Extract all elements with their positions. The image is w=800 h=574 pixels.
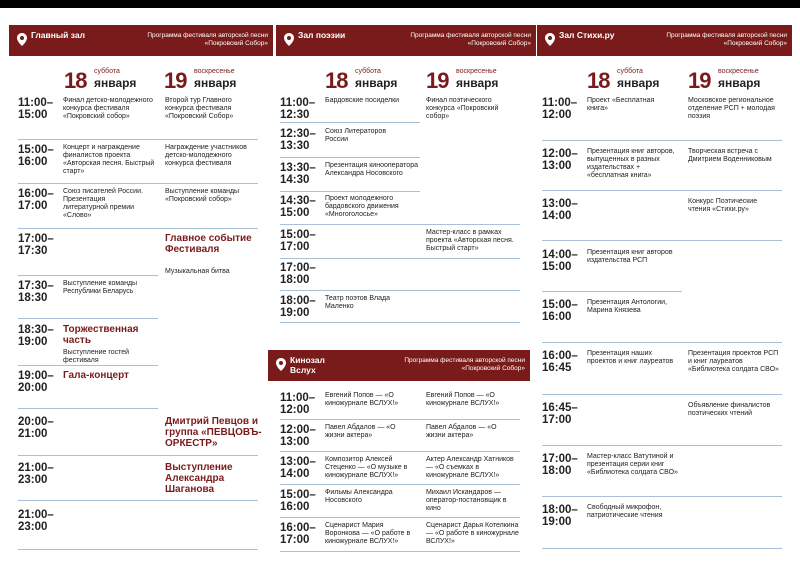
day-of-week: суббота bbox=[355, 68, 381, 75]
time-slot: 16:00–16:45 bbox=[542, 350, 578, 374]
event-sat: Евгений Попов — «О киножурнале ВСЛУХ!» bbox=[325, 392, 399, 407]
event-sun: Второй тур Главного конкурса фестиваля «Покровский Собор» bbox=[165, 97, 234, 120]
location-pin-icon bbox=[17, 33, 27, 46]
day-sun-stihi bbox=[688, 66, 788, 96]
time-slot: 12:30–13:30 bbox=[280, 128, 316, 152]
hall-name: Главный зал bbox=[31, 30, 85, 40]
day-sat-poetry bbox=[325, 66, 415, 96]
day-of-week: воскресенье bbox=[718, 68, 759, 75]
day-of-week: суббота bbox=[617, 68, 643, 75]
event-sat: Выступление команды Республики Беларусь bbox=[63, 280, 138, 295]
time-slot: 15:00–16:00 bbox=[280, 489, 316, 513]
event-sat: Фильмы Александра Носовского bbox=[325, 489, 393, 504]
hall-name: Зал поэзии bbox=[298, 30, 346, 40]
time-slot: 15:00–16:00 bbox=[542, 299, 578, 323]
day-sat-main bbox=[64, 66, 154, 96]
location-pin-icon bbox=[284, 33, 294, 46]
event-sat: Свободный микрофон, патриотические чтения bbox=[587, 504, 663, 519]
time-slot: 20:00–21:00 bbox=[18, 416, 54, 440]
event-sun: Творческая встреча с Дмитрием Воденниковым bbox=[688, 148, 772, 163]
event-sun-highlight: Главное событие Фестиваля bbox=[165, 233, 252, 255]
hall-name: Зал Стихи.ру bbox=[559, 30, 615, 40]
event-sat: Финал детско-молодежного конкурса фестиваля «Покровский собор» bbox=[63, 97, 153, 120]
time-slot: 17:30–18:30 bbox=[18, 280, 54, 304]
time-slot: 13:30–14:30 bbox=[280, 162, 316, 186]
event-sun: Объявление финалистов поэтических чтений bbox=[688, 402, 771, 417]
event-sat: Проект молодежного бардовского движения «Многоголосье» bbox=[325, 195, 399, 218]
row-divider bbox=[280, 451, 520, 452]
row-divider bbox=[18, 455, 258, 456]
time-slot: 19:00–20:00 bbox=[18, 370, 54, 394]
row-divider bbox=[280, 484, 520, 485]
event-sun: Конкурс Поэтические чтения «Стихи.ру» bbox=[688, 198, 758, 213]
event-sun: Михаил Искандаров — оператор-постановщик в кино bbox=[426, 489, 507, 512]
time-slot: 21:00–23:00 bbox=[18, 509, 54, 533]
time-slot: 12:00–13:00 bbox=[280, 424, 316, 448]
event-sat-sub: Выступление гостей фестиваля bbox=[63, 349, 130, 364]
day-month: января bbox=[194, 76, 237, 90]
program-title: Программа фестиваля авторской песни «Покровский Собор» bbox=[410, 32, 531, 47]
row-divider bbox=[280, 290, 520, 291]
row-divider bbox=[18, 183, 258, 184]
event-sun-highlight: Дмитрий Певцов и группа «ПЕВЦОВЪ-ОРКЕСТР» bbox=[165, 416, 262, 449]
event-sat: Презентация книг авторов издательства РСП bbox=[587, 249, 673, 264]
row-divider bbox=[280, 419, 520, 420]
row-divider bbox=[280, 258, 520, 259]
event-sun-sub: Музыкальная битва bbox=[165, 268, 230, 275]
day-number: 19 bbox=[164, 68, 187, 93]
row-divider bbox=[280, 122, 420, 123]
day-month: января bbox=[355, 76, 398, 90]
row-divider bbox=[18, 365, 158, 366]
time-slot: 13:00–14:00 bbox=[280, 456, 316, 480]
time-slot: 21:00–23:00 bbox=[18, 462, 54, 486]
event-sat: Концерт и награждение финалистов проекта «Авторская песня. Быстрый старт» bbox=[63, 144, 155, 175]
day-number: 19 bbox=[688, 68, 711, 93]
row-divider bbox=[542, 548, 782, 549]
header-cinema-hall bbox=[268, 350, 530, 381]
event-sat: Проект «Бесплатная книга» bbox=[587, 97, 655, 112]
event-sat: Мастер-класс Ватутиной и презентация серии книг «Библиотека солдата СВО» bbox=[587, 453, 678, 476]
header-poetry-hall bbox=[276, 25, 536, 56]
event-sat: Союз писателей России. Презентация литературной премии «Слово» bbox=[63, 188, 143, 219]
time-slot: 18:30–19:00 bbox=[18, 324, 54, 348]
time-slot: 16:45–17:00 bbox=[542, 402, 578, 426]
program-title: Программа фестиваля авторской песни «Покровский Собор» bbox=[404, 357, 525, 372]
event-sat: Презентация книг авторов, выпущенных в разных издательствах + «бесплатная книга» bbox=[587, 148, 675, 179]
row-divider bbox=[18, 275, 158, 276]
day-number: 19 bbox=[426, 68, 449, 93]
day-of-week: воскресенье bbox=[456, 68, 497, 75]
program-title: Программа фестиваля авторской песни «Покровский Собор» bbox=[666, 32, 787, 47]
event-sat: Сценарист Мария Воронкова — «О работе в киножурнале ВСЛУХ!» bbox=[325, 522, 411, 545]
event-sun-highlight: Выступление Александра Шаганова bbox=[165, 462, 233, 495]
row-divider bbox=[542, 445, 782, 446]
time-slot: 11:00–12:30 bbox=[280, 97, 316, 121]
row-divider bbox=[542, 190, 782, 191]
event-sun: Актер Александр Хатников — «О съемках в киножурнале ВСЛУХ!» bbox=[426, 456, 514, 479]
event-sat: Презентация кинооператора Александра Носовского bbox=[325, 162, 418, 177]
time-slot: 18:00–19:00 bbox=[280, 295, 316, 319]
event-sun: Награждение участников детско-молодежного конкурса фестиваля bbox=[165, 144, 247, 167]
time-slot: 11:00–15:00 bbox=[18, 97, 54, 121]
row-divider bbox=[280, 322, 520, 323]
day-number: 18 bbox=[325, 68, 348, 93]
row-divider bbox=[280, 517, 520, 518]
program-title: Программа фестиваля авторской песни «Покровский Собор» bbox=[147, 32, 268, 47]
time-slot: 13:00–14:00 bbox=[542, 198, 578, 222]
time-slot: 18:00–19:00 bbox=[542, 504, 578, 528]
time-slot: 17:00–17:30 bbox=[18, 233, 54, 257]
row-divider bbox=[542, 140, 782, 141]
time-slot: 11:00–12:00 bbox=[280, 392, 316, 416]
time-slot: 15:00–17:00 bbox=[280, 229, 316, 253]
row-divider bbox=[542, 291, 682, 292]
day-month: января bbox=[456, 76, 499, 90]
event-sat: Театр поэтов Влада Маленко bbox=[325, 295, 390, 310]
day-month: января bbox=[617, 76, 660, 90]
event-sun: Финал поэтического конкурса «Покровский собор» bbox=[426, 97, 499, 120]
time-slot: 14:30–15:00 bbox=[280, 195, 316, 219]
event-sat: Бардовские посиделки bbox=[325, 97, 400, 104]
event-sun: Евгений Попов — «О киножурнале ВСЛУХ!» bbox=[426, 392, 500, 407]
event-sun: Презентация проектов РСП и книг лауреатов «Библиотека солдата СВО» bbox=[688, 350, 779, 373]
event-sat: Павел Абдалов — «О жизни актера» bbox=[325, 424, 396, 439]
row-divider bbox=[18, 139, 258, 140]
time-slot: 12:00–13:00 bbox=[542, 148, 578, 172]
event-sat: Союз Литераторов России bbox=[325, 128, 387, 143]
top-black-bar bbox=[0, 0, 800, 8]
day-month: января bbox=[94, 76, 137, 90]
row-divider bbox=[280, 157, 420, 158]
row-divider bbox=[280, 191, 420, 192]
event-sun: Московское региональное отделение РСП + молодая поэзия bbox=[688, 97, 775, 120]
row-divider bbox=[18, 549, 258, 550]
day-sat-stihi bbox=[587, 66, 677, 96]
header-stihi-hall bbox=[537, 25, 792, 56]
time-slot: 16:00–17:00 bbox=[18, 188, 54, 212]
day-sun-main bbox=[164, 66, 264, 96]
event-sat: Презентация Антологии, Марина Князева bbox=[587, 299, 668, 314]
time-slot: 17:00–18:00 bbox=[280, 262, 316, 286]
row-divider bbox=[280, 551, 520, 552]
row-divider bbox=[542, 240, 782, 241]
row-divider bbox=[542, 342, 782, 343]
time-slot: 11:00–12:00 bbox=[542, 97, 578, 121]
row-divider bbox=[18, 228, 258, 229]
event-sun: Павел Абдалов — «О жизни актера» bbox=[426, 424, 497, 439]
row-divider bbox=[542, 394, 782, 395]
location-pin-icon bbox=[545, 33, 555, 46]
day-of-week: воскресенье bbox=[194, 68, 235, 75]
time-slot: 16:00–17:00 bbox=[280, 522, 316, 546]
day-number: 18 bbox=[587, 68, 610, 93]
row-divider bbox=[280, 224, 520, 225]
row-divider bbox=[18, 408, 158, 409]
event-sat: Презентация наших проектов и книг лауреатов bbox=[587, 350, 674, 365]
day-month: января bbox=[718, 76, 761, 90]
header-main-hall bbox=[9, 25, 273, 56]
row-divider bbox=[18, 500, 258, 501]
row-divider bbox=[542, 496, 782, 497]
time-slot: 17:00–18:00 bbox=[542, 453, 578, 477]
event-sun: Выступление команды «Покровский собор» bbox=[165, 188, 240, 203]
hall-name: Кинозал Вслух bbox=[290, 355, 325, 375]
day-of-week: суббота bbox=[94, 68, 120, 75]
location-pin-icon bbox=[276, 358, 286, 371]
day-number: 18 bbox=[64, 68, 87, 93]
event-sun: Сценарист Дарья Котелкина — «О работе в киножурнале ВСЛУХ!» bbox=[426, 522, 519, 545]
event-sun: Мастер-класс в рамках проекта «Авторская песня. Быстрый старт» bbox=[426, 229, 514, 252]
day-sun-poetry bbox=[426, 66, 526, 96]
event-sat: Композитор Алексей Стеценко — «О музыке в киножурнале ВСЛУХ!» bbox=[325, 456, 408, 479]
time-slot: 14:00–15:00 bbox=[542, 249, 578, 273]
row-divider bbox=[18, 318, 158, 319]
event-sat-highlight: Торжественная часть bbox=[63, 324, 139, 346]
time-slot: 15:00–16:00 bbox=[18, 144, 54, 168]
event-sat-highlight: Гала-концерт bbox=[63, 370, 129, 381]
